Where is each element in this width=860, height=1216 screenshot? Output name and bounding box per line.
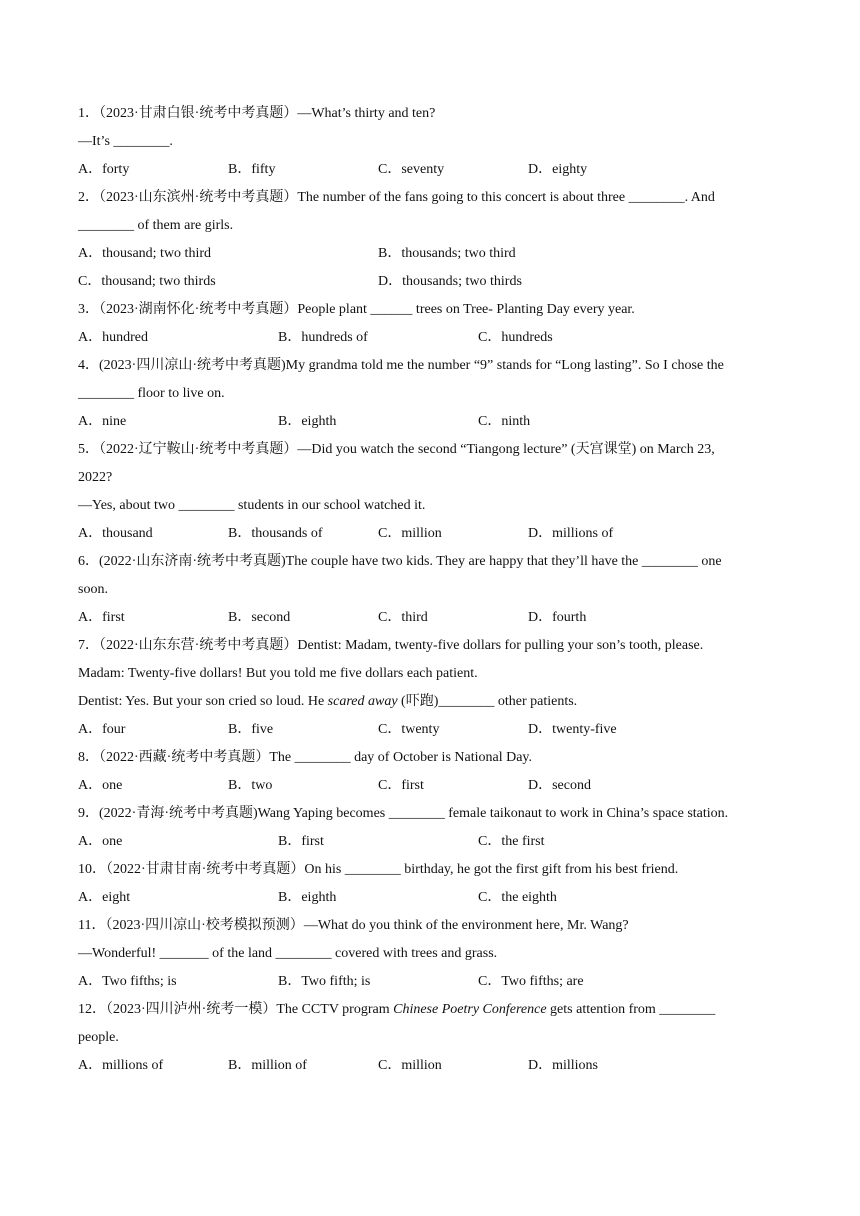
question-12-stem-line-2 [78, 1028, 788, 1056]
question-11-stem-line-2 [78, 944, 788, 972]
option-a: A．millions of [78, 1058, 164, 1073]
question-7-stem-line-2 [78, 664, 788, 692]
question-number: 11． [78, 918, 106, 933]
question-stem: Madam: Twenty-five dollars! But you told me five dollars each patient. [78, 666, 478, 681]
question-6-options [78, 608, 788, 636]
option-c: C．million [378, 1058, 442, 1073]
question-source: (2022·青海·统考中考真题) [99, 806, 258, 821]
option-c: C．the eighth [478, 890, 557, 905]
option-a: A．four [78, 722, 126, 737]
question-5-options [78, 524, 788, 552]
question-source: （2023·四川泸州·统考一模） [106, 1002, 277, 1017]
question-1 [78, 104, 788, 132]
question-source: （2022·甘肃甘南·统考中考真题） [106, 862, 305, 877]
question-stem: —What’s thirty and ten? [297, 106, 436, 121]
question-stem: The ________ day of October is National Day. [269, 750, 533, 765]
question-stem: Dentist: Yes. But your son cried so loud. He [78, 694, 328, 709]
option-d: D．fourth [528, 610, 587, 625]
question-3 [78, 300, 788, 328]
option-b: B．first [278, 834, 324, 849]
question-number: 8． [78, 750, 99, 765]
question-number: 12． [78, 1002, 106, 1017]
option-a: A．thousand [78, 526, 153, 541]
question-stem-italic: Chinese Poetry Conference [393, 1002, 547, 1017]
question-10-options [78, 888, 788, 916]
option-c: C．hundreds [478, 330, 553, 345]
question-stem: —It’s ________. [78, 134, 173, 149]
question-5 [78, 440, 788, 468]
question-7-options [78, 720, 788, 748]
option-b: B．hundreds of [278, 330, 368, 345]
question-10 [78, 860, 788, 888]
question-stem: 2022? [78, 470, 113, 485]
question-12 [78, 1000, 788, 1028]
question-source: （2023·四川凉山·校考模拟预测） [105, 918, 304, 933]
question-8 [78, 748, 788, 776]
question-4-stem-line-2 [78, 384, 788, 412]
question-stem: people. [78, 1030, 119, 1045]
question-number: 1． [78, 106, 99, 121]
question-source: (2022·山东济南·统考中考真题) [99, 554, 286, 569]
question-stem: On his ________ birthday, he got the first gift from his best friend. [304, 862, 679, 877]
question-7-stem-line-3 [78, 692, 788, 720]
option-b: B．Two fifth; is [278, 974, 371, 989]
question-8-options [78, 776, 788, 804]
option-b: B．million of [228, 1058, 307, 1073]
question-5-stem-line-2 [78, 468, 788, 496]
option-c: C．Two fifths; are [478, 974, 584, 989]
question-number: 6． [78, 554, 99, 569]
question-7 [78, 636, 788, 664]
question-stem-italic: scared away [327, 694, 398, 709]
question-list [78, 104, 788, 1084]
question-2-options-row-1 [78, 244, 788, 272]
option-a: A．one [78, 778, 123, 793]
question-number: 3． [78, 302, 99, 317]
question-source: （2023·山东滨州·统考中考真题） [99, 190, 298, 205]
question-stem: ________ of them are girls. [78, 218, 234, 233]
question-stem: soon. [78, 582, 108, 597]
question-2 [78, 188, 788, 216]
question-6 [78, 552, 788, 580]
question-1-stem-line-2 [78, 132, 788, 160]
question-5-stem-line-3 [78, 496, 788, 524]
question-source: （2022·辽宁鞍山·统考中考真题） [99, 442, 298, 457]
question-number: 10． [78, 862, 106, 877]
question-3-options [78, 328, 788, 356]
option-a: A．first [78, 610, 125, 625]
question-11 [78, 916, 788, 944]
option-c: C．ninth [478, 414, 531, 429]
question-stem: The number of the fans going to this concert is about three ________. And [297, 190, 715, 205]
question-stem: Wang Yaping becomes ________ female taikonaut to work in China’s space station. [257, 806, 729, 821]
question-stem: gets attention from ________ [546, 1002, 716, 1017]
option-a: A．one [78, 834, 123, 849]
option-b: B．five [228, 722, 274, 737]
question-stem: —Did you watch the second “Tiangong lecture” (天宫课堂) on March 23, [297, 442, 715, 457]
question-stem: —What do you think of the environment here, Mr. Wang? [303, 918, 629, 933]
option-a: A．thousand; two third [78, 246, 211, 261]
question-number: 5． [78, 442, 99, 457]
question-stem: ________ floor to live on. [78, 386, 225, 401]
question-source: （2022·山东东营·统考中考真题） [99, 638, 298, 653]
question-stem: My grandma told me the number “9” stands for “Long lasting”. So I chose the [285, 358, 724, 373]
question-stem: People plant ______ trees on Tree- Planting Day every year. [297, 302, 635, 317]
option-c: C．thousand; two thirds [78, 274, 216, 289]
question-stem: Dentist: Madam, twenty-five dollars for pulling your son’s tooth, please. [297, 638, 704, 653]
question-4 [78, 356, 788, 384]
question-11-options [78, 972, 788, 1000]
option-d: D．millions [528, 1058, 599, 1073]
option-a: A．Two fifths; is [78, 974, 177, 989]
question-4-options [78, 412, 788, 440]
option-a: A．eight [78, 890, 131, 905]
option-d: D．eighty [528, 162, 588, 177]
question-6-stem-line-2 [78, 580, 788, 608]
question-1-options [78, 160, 788, 188]
option-b: B．second [228, 610, 291, 625]
option-b: B．eighth [278, 414, 337, 429]
question-number: 9． [78, 806, 99, 821]
option-b: B．eighth [278, 890, 337, 905]
option-a: A．hundred [78, 330, 148, 345]
question-number: 4． [78, 358, 99, 373]
option-b: B．thousands of [228, 526, 323, 541]
option-c: C．first [378, 778, 424, 793]
option-d: D．millions of [528, 526, 614, 541]
option-b: B．two [228, 778, 273, 793]
question-source: （2022·西藏·统考中考真题） [99, 750, 270, 765]
option-c: C．twenty [378, 722, 440, 737]
option-c: C．million [378, 526, 442, 541]
question-number: 7． [78, 638, 99, 653]
question-source: （2023·湖南怀化·统考中考真题） [99, 302, 298, 317]
question-source: (2023·四川凉山·统考中考真题) [99, 358, 286, 373]
question-source: （2023·甘肃白银·统考中考真题） [99, 106, 298, 121]
option-b: B．fifty [228, 162, 276, 177]
option-d: D．second [528, 778, 591, 793]
question-stem: The couple have two kids. They are happy that they’ll have the ________ one [285, 554, 722, 569]
option-a: A．forty [78, 162, 130, 177]
question-9-options [78, 832, 788, 860]
option-d: D．twenty-five [528, 722, 617, 737]
question-12-options [78, 1056, 788, 1084]
option-c: C．the first [478, 834, 545, 849]
question-2-options-row-2 [78, 272, 788, 300]
option-c: C．seventy [378, 162, 445, 177]
option-c: C．third [378, 610, 428, 625]
option-b: B．thousands; two third [378, 246, 516, 261]
question-2-stem-line-2 [78, 216, 788, 244]
option-a: A．nine [78, 414, 127, 429]
option-d: D．thousands; two thirds [378, 274, 522, 289]
question-stem: —Yes, about two ________ students in our school watched it. [78, 498, 426, 513]
question-stem: (吓跑)________ other patients. [397, 694, 578, 709]
question-number: 2． [78, 190, 99, 205]
question-stem: —Wonderful! _______ of the land ________ covered with trees and grass. [78, 946, 498, 961]
question-9 [78, 804, 788, 832]
question-stem: The CCTV program [276, 1002, 394, 1017]
